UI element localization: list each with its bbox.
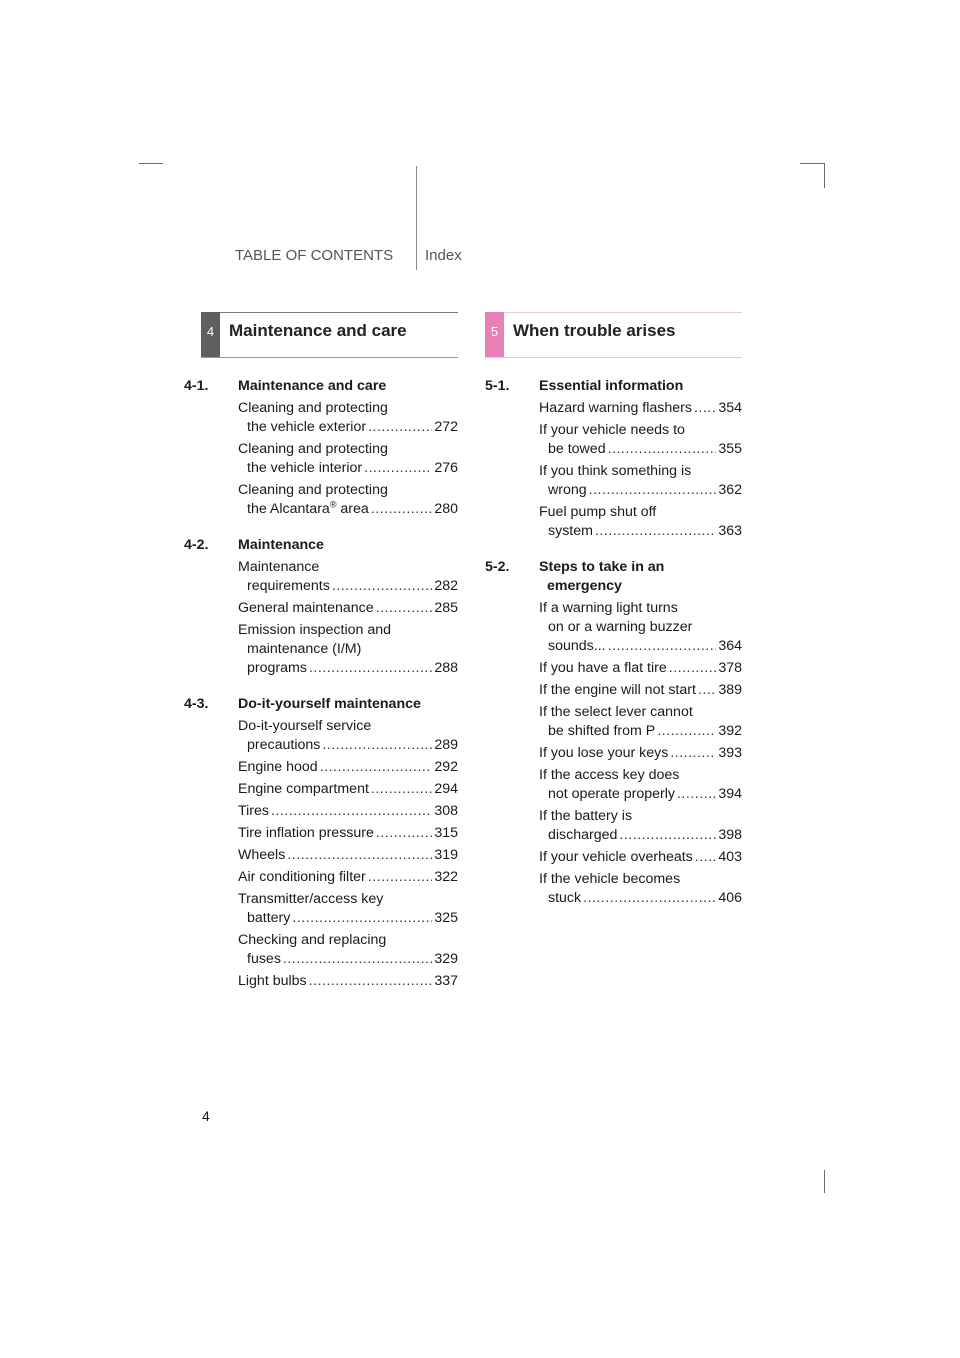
dot-leader bbox=[669, 659, 717, 678]
dot-leader bbox=[376, 599, 433, 618]
toc-entry-page[interactable]: 292 bbox=[434, 759, 458, 775]
toc-entry[interactable] bbox=[238, 558, 458, 596]
toc-entry-last-line bbox=[238, 599, 458, 618]
toc-entry[interactable] bbox=[539, 870, 742, 908]
toc-entry-last-line bbox=[539, 399, 742, 418]
toc-entry-text: Maintenance bbox=[238, 559, 320, 575]
toc-entry-last-line bbox=[238, 802, 458, 821]
toc-entry-text: Light bulbs bbox=[238, 973, 307, 989]
toc-entry-text: Cleaning and protecting bbox=[238, 482, 388, 498]
toc-group-number: 5-2. bbox=[485, 559, 510, 575]
toc-entry-text: requirements bbox=[247, 578, 330, 594]
toc-entry[interactable] bbox=[539, 659, 742, 678]
toc-entry-text: stuck bbox=[548, 890, 582, 906]
nav-divider bbox=[416, 166, 417, 270]
toc-entry-page[interactable]: 319 bbox=[434, 847, 458, 863]
toc-entry-text: If you lose your keys bbox=[539, 745, 669, 761]
toc-entry[interactable] bbox=[539, 599, 742, 656]
toc-entry[interactable] bbox=[539, 703, 742, 741]
toc-entry-page[interactable]: 272 bbox=[434, 419, 458, 435]
toc-group bbox=[184, 377, 458, 519]
toc-group-title-line: emergency bbox=[547, 578, 622, 594]
toc-entry-text: Checking and replacing bbox=[238, 932, 387, 948]
dot-leader bbox=[283, 950, 432, 969]
toc-entry-last-line bbox=[238, 846, 458, 865]
toc-entry-text: Air conditioning filter bbox=[238, 869, 366, 885]
toc-entry-text: Fuel pump shut off bbox=[539, 504, 657, 520]
toc-entry-page[interactable]: 406 bbox=[718, 890, 742, 906]
toc-entry-text: discharged bbox=[548, 827, 618, 843]
toc-entry-page[interactable]: 398 bbox=[718, 827, 742, 843]
crop-mark-top-left bbox=[139, 163, 163, 164]
dot-leader bbox=[364, 459, 432, 478]
toc-entry-text: Cleaning and protecting bbox=[238, 400, 388, 416]
toc-entry-text: If the access key does bbox=[539, 767, 680, 783]
toc-entry-text: system bbox=[548, 523, 593, 539]
dot-leader bbox=[371, 500, 433, 519]
dot-leader bbox=[309, 972, 433, 991]
toc-entry-text: sounds... bbox=[548, 638, 606, 654]
toc-entry-last-line bbox=[539, 889, 742, 908]
toc-entry[interactable] bbox=[238, 846, 458, 865]
toc-entry-text: be shifted from P bbox=[548, 723, 656, 739]
toc-entry-page[interactable]: 280 bbox=[434, 501, 458, 517]
toc-entry-page[interactable]: 289 bbox=[434, 737, 458, 753]
toc-entry[interactable] bbox=[539, 766, 742, 804]
toc-group-title-line: Steps to take in an bbox=[539, 559, 665, 575]
toc-entry-text: not operate properly bbox=[548, 786, 675, 802]
toc-entry-text: wrong bbox=[548, 482, 587, 498]
section-number-badge: 5 bbox=[485, 312, 504, 358]
toc-entry[interactable] bbox=[539, 744, 742, 763]
toc-group-title bbox=[238, 695, 458, 714]
toc-group-title bbox=[238, 377, 458, 396]
toc-group-number: 4-3. bbox=[184, 696, 209, 712]
toc-group-number: 4-1. bbox=[184, 378, 209, 394]
registered-mark: ® bbox=[329, 499, 337, 510]
toc-group-title-line: Maintenance and care bbox=[238, 378, 387, 394]
toc-entry-last-line bbox=[539, 659, 742, 678]
toc-entry-text: battery bbox=[247, 910, 291, 926]
toc-entry-last-line bbox=[238, 780, 458, 799]
toc-entry-page[interactable]: 322 bbox=[434, 869, 458, 885]
toc-entry-text: the vehicle exterior bbox=[247, 419, 367, 435]
toc-entry-page[interactable]: 354 bbox=[718, 400, 742, 416]
toc-entry[interactable] bbox=[539, 848, 742, 867]
toc-entry-last-line bbox=[539, 681, 742, 700]
dot-leader bbox=[292, 909, 432, 928]
toc-entry-last-line bbox=[539, 722, 742, 741]
toc-entry-last-line bbox=[539, 522, 742, 541]
toc-group-title bbox=[539, 377, 742, 396]
toc-entry[interactable] bbox=[539, 421, 742, 459]
toc-entry[interactable] bbox=[238, 717, 458, 755]
toc-entry[interactable] bbox=[238, 824, 458, 843]
toc-entry-text: If the vehicle becomes bbox=[539, 871, 681, 887]
nav-table-of-contents[interactable]: TABLE OF CONTENTS bbox=[235, 247, 394, 264]
toc-entry-text: on or a warning buzzer bbox=[548, 619, 693, 635]
toc-entry-text: Tire inflation pressure bbox=[238, 825, 374, 841]
crop-mark-top-right-v bbox=[824, 163, 825, 188]
toc-entry-text: Tires bbox=[238, 803, 270, 819]
crop-mark-bottom-right-v bbox=[824, 1170, 825, 1193]
page-number: 4 bbox=[202, 1108, 210, 1124]
toc-entry-last-line bbox=[539, 848, 742, 867]
section-header-4 bbox=[201, 312, 458, 358]
dot-leader bbox=[657, 722, 716, 741]
dot-leader bbox=[309, 659, 432, 678]
toc-entry-text: If you have a flat tire bbox=[539, 660, 667, 676]
toc-entry-page[interactable]: 389 bbox=[718, 682, 742, 698]
toc-entry-last-line bbox=[238, 418, 458, 437]
dot-leader bbox=[589, 481, 717, 500]
dot-leader bbox=[583, 889, 716, 908]
toc-group-title bbox=[238, 536, 458, 555]
toc-entry[interactable] bbox=[539, 807, 742, 845]
toc-entry-last-line bbox=[539, 785, 742, 804]
toc-entry-page[interactable]: 288 bbox=[434, 660, 458, 676]
toc-entry[interactable] bbox=[539, 681, 742, 700]
dot-leader bbox=[619, 826, 716, 845]
section-top-rule bbox=[504, 312, 742, 313]
toc-entry[interactable] bbox=[238, 599, 458, 618]
toc-entry-page[interactable]: 315 bbox=[434, 825, 458, 841]
toc-group-title bbox=[539, 558, 742, 596]
toc-group bbox=[485, 377, 742, 541]
toc-entry-text: be towed bbox=[548, 441, 606, 457]
dot-leader bbox=[320, 758, 433, 777]
toc-entry-page[interactable]: 394 bbox=[718, 786, 742, 802]
section-top-rule bbox=[220, 312, 458, 313]
toc-entry-last-line bbox=[539, 637, 742, 656]
toc-entry-text: If you think something is bbox=[539, 463, 692, 479]
toc-entry-page[interactable]: 337 bbox=[434, 973, 458, 989]
toc-entry-last-line bbox=[238, 459, 458, 478]
toc-group-title-line: Maintenance bbox=[238, 537, 324, 553]
dot-leader bbox=[695, 848, 717, 867]
toc-entry-text: Transmitter/access key bbox=[238, 891, 384, 907]
dot-leader bbox=[368, 868, 433, 887]
toc-entry-last-line bbox=[539, 826, 742, 845]
toc-entry-text: General maintenance bbox=[238, 600, 374, 616]
toc-entry[interactable] bbox=[238, 972, 458, 991]
toc-group-heading bbox=[184, 695, 458, 714]
toc-entry-page[interactable]: 355 bbox=[718, 441, 742, 457]
toc-entry-text: If the engine will not start bbox=[539, 682, 696, 698]
section-bottom-rule bbox=[485, 357, 742, 358]
dot-leader bbox=[287, 846, 432, 865]
toc-entry-last-line bbox=[238, 824, 458, 843]
toc-entry-text: If your vehicle needs to bbox=[539, 422, 685, 438]
toc-group bbox=[184, 695, 458, 991]
dot-leader bbox=[595, 522, 716, 541]
toc-entry-text: precautions bbox=[247, 737, 321, 753]
toc-entry[interactable] bbox=[539, 462, 742, 500]
toc-entry-last-line bbox=[238, 868, 458, 887]
toc-entry[interactable] bbox=[238, 931, 458, 969]
toc-entry-last-line bbox=[238, 972, 458, 991]
dot-leader bbox=[271, 802, 432, 821]
toc-entry-text: programs bbox=[247, 660, 307, 676]
toc-group-number: 5-1. bbox=[485, 378, 510, 394]
toc-entry[interactable] bbox=[238, 621, 458, 678]
section-header-5 bbox=[485, 312, 742, 358]
toc-entry-page[interactable]: 282 bbox=[434, 578, 458, 594]
dot-leader bbox=[371, 780, 432, 799]
toc-column-trouble bbox=[485, 377, 742, 911]
toc-entry-page[interactable]: 403 bbox=[718, 849, 742, 865]
toc-entry-text: If the battery is bbox=[539, 808, 633, 824]
toc-entry-last-line bbox=[238, 758, 458, 777]
dot-leader bbox=[376, 824, 432, 843]
dot-leader bbox=[694, 399, 716, 418]
toc-entry[interactable] bbox=[238, 440, 458, 478]
toc-group-title-line: Essential information bbox=[539, 378, 684, 394]
toc-entry[interactable] bbox=[238, 758, 458, 777]
toc-entry-text: If your vehicle overheats bbox=[539, 849, 693, 865]
toc-entry[interactable] bbox=[238, 481, 458, 519]
toc-entry-last-line bbox=[238, 736, 458, 755]
toc-entry[interactable] bbox=[238, 780, 458, 799]
toc-entry[interactable] bbox=[238, 890, 458, 928]
toc-entry-page[interactable]: 329 bbox=[434, 951, 458, 967]
toc-entry-page[interactable]: 393 bbox=[718, 745, 742, 761]
dot-leader bbox=[670, 744, 716, 763]
toc-entry-text: fuses bbox=[247, 951, 281, 967]
dot-leader bbox=[608, 440, 717, 459]
toc-group-heading bbox=[184, 536, 458, 555]
toc-entry-page[interactable]: 362 bbox=[718, 482, 742, 498]
section-number-badge: 4 bbox=[201, 312, 220, 358]
toc-entry-text: Engine compartment bbox=[238, 781, 369, 797]
nav-index[interactable]: Index bbox=[425, 247, 462, 264]
toc-entry[interactable] bbox=[238, 802, 458, 821]
toc-entry-page[interactable]: 308 bbox=[434, 803, 458, 819]
toc-entry[interactable] bbox=[539, 503, 742, 541]
toc-entry-text: If the select lever cannot bbox=[539, 704, 693, 720]
toc-entry-last-line bbox=[539, 440, 742, 459]
toc-entry-text: Hazard warning flashers bbox=[539, 400, 692, 416]
toc-entry-page[interactable]: 363 bbox=[718, 523, 742, 539]
toc-entry[interactable] bbox=[539, 399, 742, 418]
toc-entry-page[interactable]: 364 bbox=[718, 638, 742, 654]
section-bottom-rule bbox=[201, 357, 458, 358]
dot-leader bbox=[677, 785, 716, 804]
toc-entry-text: Engine hood bbox=[238, 759, 318, 775]
toc-entry-last-line bbox=[238, 500, 458, 519]
toc-entry-last-line bbox=[238, 950, 458, 969]
toc-group-heading bbox=[485, 558, 742, 596]
toc-column-maintenance bbox=[184, 377, 458, 994]
section-title: When trouble arises bbox=[513, 321, 676, 340]
toc-entry-page[interactable]: 294 bbox=[434, 781, 458, 797]
toc-group bbox=[485, 558, 742, 908]
toc-entry-text: Emission inspection and bbox=[238, 622, 391, 638]
toc-entry-text: Wheels bbox=[238, 847, 286, 863]
toc-entry-text: Cleaning and protecting bbox=[238, 441, 388, 457]
toc-entry-text: the vehicle interior bbox=[247, 460, 363, 476]
toc-entry-last-line bbox=[238, 659, 458, 678]
toc-entry-text: Do-it-yourself service bbox=[238, 718, 372, 734]
crop-mark-top-right-h bbox=[800, 163, 824, 164]
toc-entry-last-line bbox=[539, 481, 742, 500]
toc-entry[interactable] bbox=[238, 868, 458, 887]
section-title: Maintenance and care bbox=[229, 321, 407, 340]
toc-entry-page[interactable]: 325 bbox=[434, 910, 458, 926]
dot-leader bbox=[608, 637, 717, 656]
toc-entry[interactable] bbox=[238, 399, 458, 437]
toc-entry-text: If a warning light turns bbox=[539, 600, 678, 616]
toc-entry-page[interactable]: 285 bbox=[434, 600, 458, 616]
toc-group-heading bbox=[485, 377, 742, 396]
dot-leader bbox=[368, 418, 432, 437]
toc-entry-page[interactable]: 276 bbox=[434, 460, 458, 476]
toc-group-heading bbox=[184, 377, 458, 396]
toc-group-number: 4-2. bbox=[184, 537, 209, 553]
toc-entry-last-line bbox=[238, 577, 458, 596]
dot-leader bbox=[322, 736, 432, 755]
toc-group-title-line: Do-it-yourself maintenance bbox=[238, 696, 421, 712]
toc-entry-text: maintenance (I/M) bbox=[247, 641, 362, 657]
dot-leader bbox=[332, 577, 433, 596]
toc-entry-text: the Alcantara® area bbox=[247, 499, 369, 517]
toc-entry-last-line bbox=[539, 744, 742, 763]
toc-group bbox=[184, 536, 458, 678]
toc-entry-page[interactable]: 392 bbox=[718, 723, 742, 739]
toc-entry-last-line bbox=[238, 909, 458, 928]
toc-entry-page[interactable]: 378 bbox=[718, 660, 742, 676]
dot-leader bbox=[698, 681, 716, 700]
